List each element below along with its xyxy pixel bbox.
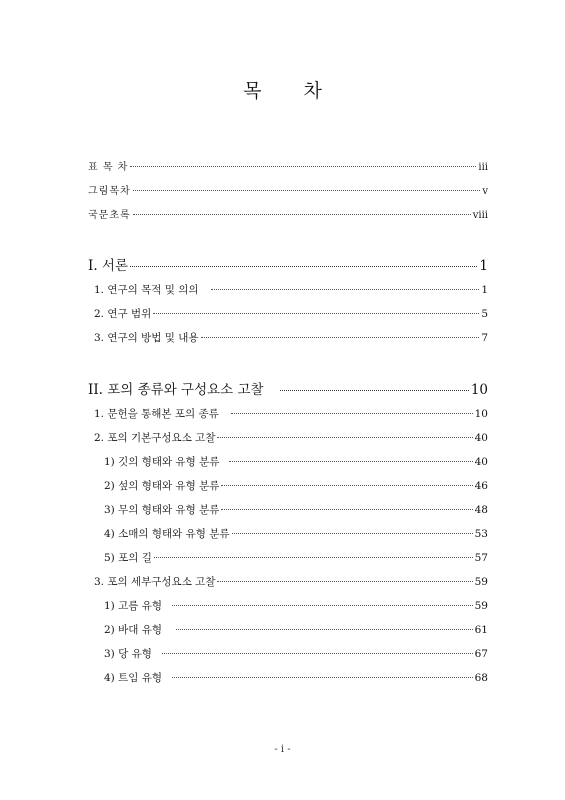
- toc-subsection-label: 5) 포의 길: [104, 552, 152, 564]
- toc-section[interactable]: [94, 282, 488, 297]
- toc-subsection[interactable]: [104, 478, 488, 493]
- toc-section[interactable]: [94, 574, 488, 589]
- toc-subsection-label: 1) 깃의 형태와 유형 분류: [104, 456, 220, 468]
- toc-section-label: 1. 문헌을 통해본 포의 종류: [94, 408, 219, 420]
- toc-entry-list-of-tables[interactable]: [88, 158, 488, 173]
- toc-entry-label: 표 목 차: [88, 162, 129, 173]
- dot-leader: [176, 629, 473, 630]
- toc-subsection-page: 48: [474, 504, 488, 516]
- dot-leader: [217, 581, 472, 582]
- toc-chapter-page: 1: [479, 258, 488, 274]
- dot-leader: [231, 413, 473, 414]
- toc-subsection-page: 59: [474, 600, 488, 612]
- toc-subsection[interactable]: [104, 670, 488, 685]
- toc-subsection-page: 46: [474, 480, 488, 492]
- toc-subsection-page: 67: [474, 648, 488, 660]
- dot-leader: [217, 437, 472, 438]
- toc-entry-page: iii: [478, 162, 488, 173]
- dot-leader: [133, 214, 471, 215]
- toc-subsection[interactable]: [104, 646, 488, 661]
- toc-section-page: 5: [481, 308, 488, 320]
- page-number-footer: - i -: [274, 744, 291, 755]
- dot-leader: [229, 461, 472, 462]
- toc-subsection-page: 53: [474, 528, 488, 540]
- toc-section[interactable]: [94, 330, 488, 345]
- toc-subsection[interactable]: [104, 550, 488, 565]
- dot-leader: [201, 337, 480, 338]
- toc-section-page: 7: [481, 332, 488, 344]
- toc-section[interactable]: [94, 430, 488, 445]
- toc-section-page: 1: [481, 284, 488, 296]
- toc-entry-page: v: [482, 186, 488, 197]
- toc-subsection-label: 1) 고름 유형: [104, 600, 163, 612]
- toc-subsection[interactable]: [104, 502, 488, 517]
- toc-subsection-label: 3) 무의 형태와 유형 분류: [104, 504, 220, 516]
- dot-leader: [162, 653, 473, 654]
- toc-section-label: 3. 연구의 방법 및 내용: [94, 332, 199, 344]
- dot-leader: [232, 533, 473, 534]
- dot-leader: [130, 266, 477, 267]
- toc-section[interactable]: [94, 406, 488, 421]
- toc-subsection[interactable]: [104, 598, 488, 613]
- toc-subsection-page: 57: [474, 552, 488, 564]
- toc-entry-label: 그림목차: [88, 186, 131, 197]
- dot-leader: [172, 677, 473, 678]
- toc-chapter-2[interactable]: [88, 378, 488, 398]
- toc-section[interactable]: [94, 306, 488, 321]
- toc-subsection-label: 3) 당 유형: [104, 648, 152, 660]
- toc-subsection[interactable]: [104, 454, 488, 469]
- toc-chapter-label: II. 포의 종류와 구성요소 고찰: [88, 382, 264, 398]
- dot-leader: [280, 390, 469, 391]
- toc-subsection-label: 2) 바대 유형: [104, 624, 163, 636]
- toc-section-page: 10: [474, 408, 488, 420]
- toc-section-page: 40: [474, 432, 488, 444]
- toc-entry-page: viii: [472, 210, 488, 221]
- toc-chapter-1[interactable]: [88, 254, 488, 274]
- toc-subsection[interactable]: [104, 526, 488, 541]
- dot-leader: [130, 166, 476, 167]
- toc-chapter-page: 10: [470, 382, 488, 398]
- toc-section-page: 59: [474, 576, 488, 588]
- toc-section-label: 3. 포의 세부구성요소 고찰: [94, 576, 216, 588]
- page-title: 목 차: [243, 80, 340, 102]
- dot-leader: [211, 289, 480, 290]
- toc-section-label: 2. 포의 기본구성요소 고찰: [94, 432, 216, 444]
- toc-entry-korean-abstract[interactable]: [88, 206, 488, 221]
- toc-chapter-label: I. 서론: [88, 258, 128, 274]
- dot-leader: [221, 485, 472, 486]
- toc-section-label: 2. 연구 범위: [94, 308, 152, 320]
- dot-leader: [221, 509, 472, 510]
- dot-leader: [172, 605, 473, 606]
- toc-subsection-page: 40: [474, 456, 488, 468]
- toc-subsection[interactable]: [104, 622, 488, 637]
- toc-entry-list-of-figures[interactable]: [88, 182, 488, 197]
- dot-leader: [154, 557, 473, 558]
- toc-subsection-label: 4) 트임 유형: [104, 672, 163, 684]
- toc-entry-label: 국문초록: [88, 210, 131, 221]
- toc-subsection-label: 2) 섶의 형태와 유형 분류: [104, 480, 220, 492]
- dot-leader: [133, 190, 481, 191]
- toc-subsection-page: 68: [474, 672, 488, 684]
- toc-section-label: 1. 연구의 목적 및 의의: [94, 284, 199, 296]
- dot-leader: [153, 313, 479, 314]
- toc-subsection-label: 4) 소매의 형태와 유형 분류: [104, 528, 230, 540]
- toc-subsection-page: 61: [474, 624, 488, 636]
